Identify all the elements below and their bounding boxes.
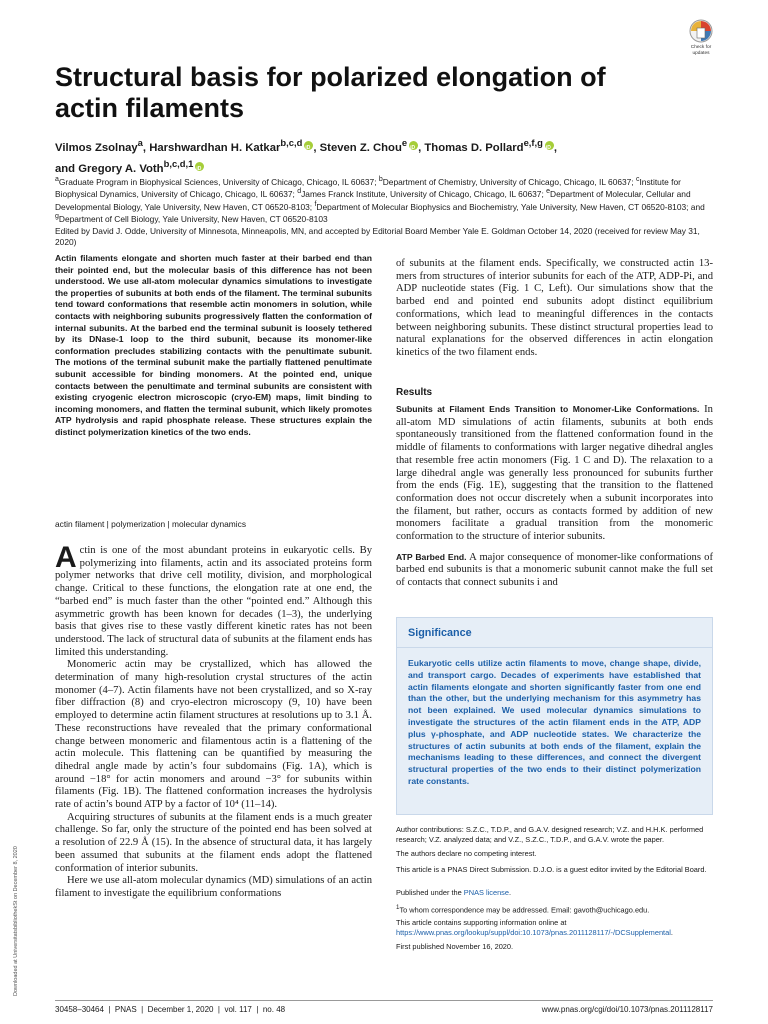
doi-link[interactable]: www.pnas.org/cgi/doi/10.1073/pnas.2011128117 (541, 1005, 713, 1014)
results-text: Subunits at Filament Ends Transition to Monomer-Like Conformations. In all-atom MD simulations of actin filaments, subunits at both ends spontaneously transitioned from the flattened conformation found in the middle of filaments to conformations with larger negative dihedral angles that resemble free actin monomers (Fig. 1 C and D). The relaxation to a large dihedral angle was generally less pronounced for subunits further from the ends (Fig. 1E), suggesting that the transition to the flattened conformation does not occur discretely when a subunit incorporates into the filament, but rather, occurs as contacts formed by addition of new monomers facilitate a gradual transition from the monomeric conformation to the structure of interior subunits. ATP Barbed End. A major consequence of monomer-like conformations of barbed end subunits is that a monomeric subunit cannot make the full set of contacts that connect subunits i and (396, 404, 713, 589)
author-name[interactable]: Vilmos Zsolnay (55, 141, 138, 154)
badge-label: Check for updates (690, 45, 712, 56)
drop-cap: A (55, 541, 77, 574)
check-for-updates-icon (683, 18, 719, 46)
author-contributions: Author contributions: S.Z.C., T.D.P., and G.A.V. designed research; V.Z. and H.H.K. performed research; V.Z. analyzed data; and V.Z., S.Z.C., T.D.P., and G.A.V. wrote the paper. (396, 825, 704, 844)
significance-divider (397, 647, 712, 648)
significance-text: Eukaryotic cells utilize actin filaments to move, change shape, divide, and transport cargo. Decades of experiments have established that actin filaments elongate and shorten significantly faster from one end than the other, but the underlying mechanism for this asymmetry has not been explained. We used molecular dynamics simulations to investigate the structures of the actin filament ends in the ATP, ADP plus γ-phosphate, and ADP nucleotide states. We characterize the structures of actin subunits at both ends of the filament, explain the mechanisms leading to these differences, and connect the divergent structural properties of the two ends to their distinct polymerization rate constants. (408, 658, 701, 786)
subsection-heading: Subunits at Filament Ends Transition to Monomer-Like Conformations. (396, 404, 700, 414)
check-for-updates-badge[interactable] (683, 18, 719, 58)
direct-submission: This article is a PNAS Direct Submission. D.J.O. is a guest editor invited by the Editorial Board. (396, 865, 707, 874)
affiliations: $^a$Graduate Program in Biophysical Sciences, University of Chicago, Chicago, IL 60637; $^b$Department of Chemistry, University of Chicago, Chicago, IL 60637; $^c$Institute for Biophysical Dynamics, University of Chicago, Chicago, IL 60637; $^d$James Franck Institute, University of Chicago, Chicago, IL 60637; $^e$Department of Molecular, Cellular and Developmental Biology, Yale University, New Haven, CT 06520-8103; $^f$Department of Molecular Biophysics and Biochemistry, Yale University, New Haven, CT 06520-8103; and $^g$Department of Cell Biology, Yale University, New Haven, CT 06520-8103 (55, 176, 705, 224)
right-column-intro: of subunits at the filament ends. Specifically, we constructed actin 13-mers from structures of interior subunits for each of the ATP, ADP-Pi, and ADP nucleotide states (Fig. 1 C, Left). Our simulations show that the barbed end and pointed end subunits adopt distinct equilibrium conformations, which lead to meaningful differences in the contacts between neighboring subunits. These distinct structural properties lead to natural explanations for the observed differences in actin elongation kinetics of the two filament ends. (396, 258, 713, 358)
author-name[interactable]: Steven Z. Chou (319, 141, 402, 154)
author-list: Vilmos Zsolnay$^a$, Harshwardhan H. Katkar$^{b,c,d}$iD , Steven Z. Chou$^e$iD , Thomas D. Pollard$^{e,f,g}$iD , and Gregory A. Voth$^{b,c,d,1}$iD (55, 135, 715, 177)
orcid-icon[interactable] (195, 162, 204, 171)
author-name[interactable]: and Gregory A. Voth (55, 162, 164, 175)
supporting-info: This article contains supporting information online at https://www.pnas.org/lookup/suppl/doi:10.1073/pnas.2011128117/-/DCSupplemental. (396, 918, 673, 937)
publication-date: First published November 16, 2020. (396, 942, 514, 951)
license-link[interactable]: PNAS license (463, 888, 509, 897)
author-name[interactable]: Thomas D. Pollard (424, 141, 524, 154)
competing-interest: The authors declare no competing interest. (396, 849, 537, 858)
journal-citation: 30458–30464 | PNAS | December 1, 2020 | vol. 117 | no. 48 (55, 1005, 286, 1014)
download-watermark: Downloaded at UniversitatsbibliothekSt on December 8, 2020 (13, 846, 19, 996)
author-name[interactable]: Harshwardhan H. Katkar (149, 141, 281, 154)
correspondence: $^1$To whom correspondence may be addressed. Email: gavoth@uchicago.edu. (396, 904, 650, 915)
footer-divider (55, 1000, 713, 1001)
keywords: actin filament | polymerization | molecular dynamics (55, 519, 247, 529)
subsection-heading: ATP Barbed End. (396, 551, 467, 562)
supplemental-link[interactable]: https://www.pnas.org/lookup/suppl/doi:10.1073/pnas.2011128117/-/DCSupplemental (396, 928, 671, 937)
orcid-icon[interactable] (304, 141, 313, 150)
license-note: Published under the PNAS license. (396, 888, 512, 897)
article-title: Structural basis for polarized elongation of actin filaments (55, 62, 606, 123)
intro-text: Actin is one of the most abundant proteins in eukaryotic cells. By polymerizing into filaments, actin and its associated proteins form polymer networks that drive cell motility, division, and morphological change. Critical to these functions, the elongation rate at one end, the “barbed end” is much faster than the other “pointed end.” Although this asymmetric growth has been known for decades (1–3), the underlying basis that gives rise to these vastly different kinetic rates has not been understood. The lack of structural data of subunits at the filament ends has limited this understanding. Monomeric actin may be crystallized, which has allowed the determination of many high-resolution crystal structures of the actin monomer (4–7). Actin filaments have not been crystallized, and so X-ray fiber diffraction (8) and cryo-electron microscopy (9, 10) have been employed to determine actin filament structures at resolutions up to 3.1 Å. These reconstructions have revealed that the primary conformational change between monomeric and filamentous actin is a flattening of the actin molecule. This flattening can be quantified by measuring the dihedral angle made by actin’s four subdomains (Fig. 1A), which is around −18° for actin monomers and around −3° for subunits within filaments (Fig. 1B). The flattened conformation increases the hydrolysis rate of actin’s bound ATP by a factor of 10⁴ (11–14). Acquiring structures of subunits at the filament ends is a much greater challenge. So far, only the structure of the pointed end has been solved at a resolution of 22.9 Å (15). In the absence of structural data, it has largely been assumed that subunits at the filament ends adopt the flattened conformation of interior subunits. Here we use all-atom molecular dynamics (MD) simulations of an actin filament to investigate the equilibrium conformations (55, 541, 372, 899)
orcid-icon[interactable] (545, 141, 554, 150)
edited-by: Edited by David J. Odde, University of Minnesota, Minneapolis, MN, and accepted by Editorial Board Member Yale E. Goldman October 14, 2020 (received for review May 31, 2020) (55, 226, 700, 247)
significance-box (396, 617, 713, 815)
results-heading: Results (396, 387, 433, 398)
abstract: Actin filaments elongate and shorten much faster at their barbed end than their pointed end, but the molecular basis of this difference has not been understood. We use all-atom molecular dynamics simulations to investigate the properties of subunits at both ends of the filament. The terminal subunits tend toward conformations that resemble actin monomers in solution, while contacts with neighboring subunits progressively flatten the conformation of internal subunits. At the barbed end the terminal subunit is loosely tethered by its DNase-1 loop to the third subunit, because its monomer-like conformation precludes stabilizing contacts with the penultimate subunit. The motions of the terminal subunit make the partially flattened penultimate subunit accessible for binding monomers. At the pointed end, unique contacts between the penultimate and terminal subunits are consistent with existing cryogenic electron microscopic (cryo-EM) maps, limit binding to incoming monomers, and flatten the terminal subunit, which likely promotes ATP hydrolysis and rapid phosphate release. These structures explain the distinct polymerization kinetics of the two ends. (55, 253, 372, 437)
orcid-icon[interactable] (409, 141, 418, 150)
significance-title: Significance (408, 627, 472, 639)
